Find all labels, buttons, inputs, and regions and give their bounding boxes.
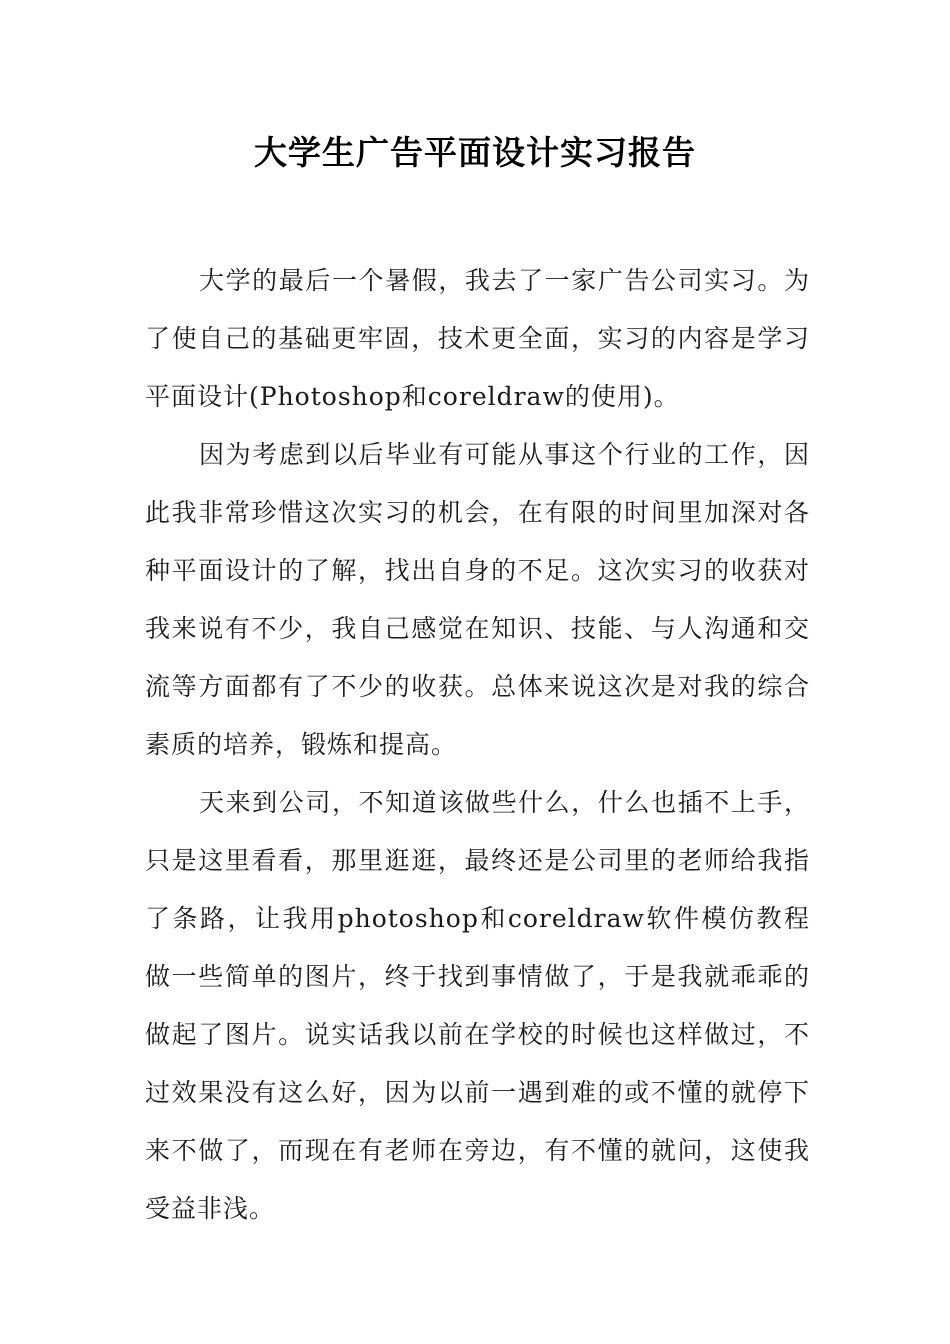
paragraph-2: 因为考虑到以后毕业有可能从事这个行业的工作，因此我非常珍惜这次实习的机会，在有限的时间里加深对各种平面设计的了解，找出自身的不足。这次实习的收获对我来说有不少，我自己感觉在知识、技能、与人沟通和交流等方面都有了不少的收获。总体来说这次是对我的综合素质的培养，锻炼和提高。 — [145, 440, 810, 759]
document-body — [145, 252, 810, 1238]
paragraph-3: 天来到公司，不知道该做些什么，什么也插不上手，只是这里看看，那里逛逛，最终还是公司里的老师给我指了条路，让我用photoshop和coreldraw软件模仿教程做一些简单的图片，终于找到事情做了，于是我就乖乖的做起了图片。说实话我以前在学校的时候也这样做过，不过效果没有这么好，因为以前一遇到难的或不懂的就停下来不做了，而现在有老师在旁边，有不懂的就问，这使我受益非浅。 — [145, 788, 810, 1223]
document-title: 大学生广告平面设计实习报告 — [254, 133, 696, 172]
paragraph-1: 大学的最后一个暑假，我去了一家广告公司实习。为了使自己的基础更牢固，技术更全面，实习的内容是学习平面设计(Photoshop和coreldraw的使用)。 — [145, 266, 810, 411]
